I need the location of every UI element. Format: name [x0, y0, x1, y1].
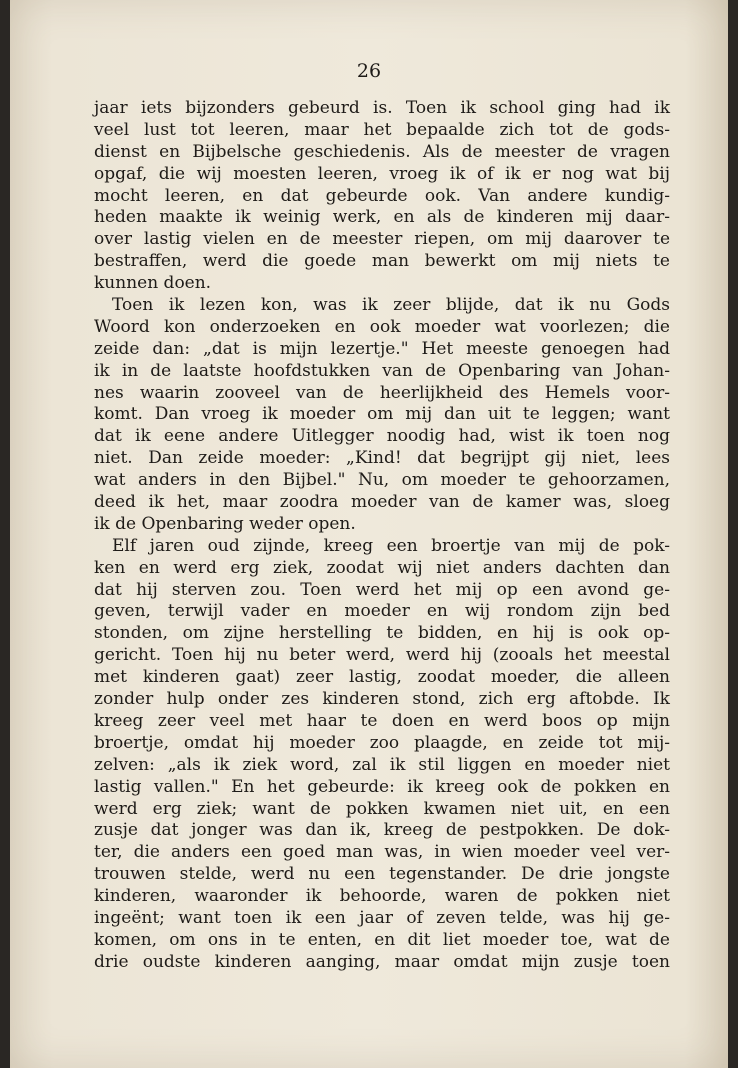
text-line: niet. Dan zeide moeder: „Kind! dat begrijpt gij niet, lees: [94, 448, 670, 469]
text-line: kreeg zeer veel met haar te doen en werd boos op mijn: [94, 710, 670, 731]
text-line: jaar iets bijzonders gebeurd is. Toen ik school ging had ik: [94, 98, 670, 118]
text-line: kunnen doen.: [94, 273, 212, 294]
text-line: komt. Dan vroeg ik moeder om mij dan uit te leggen; want: [94, 404, 670, 425]
page-number: 26: [356, 60, 382, 82]
text-line: dat ik eene andere Uitlegger noodig had, wist ik toen nog: [94, 426, 670, 447]
text-line: Woord kon onderzoeken en ook moeder wat voorlezen; die: [94, 316, 670, 337]
text-line: ik in de laatste hoofdstukken van de Openbaring van Johan-: [94, 360, 670, 381]
text-line: over lastig vielen en de meester riepen, om mij daarover te: [94, 229, 670, 250]
text-line: ken en werd erg ziek, zoodat wij niet anders dachten dan: [94, 557, 670, 578]
body-text: [94, 98, 670, 974]
text-line: veel lust tot leeren, maar het bepaalde zich tot de gods-: [94, 119, 670, 140]
text-line: Toen ik lezen kon, was ik zeer blijde, dat ik nu Gods: [112, 295, 670, 316]
text-line: ingeënt; want toen ik een jaar of zeven telde, was hij ge-: [94, 907, 670, 928]
text-line: mocht leeren, en dat gebeurde ook. Van andere kundig-: [94, 185, 670, 206]
text-line: gericht. Toen hij nu beter werd, werd hij (zooals het meestal: [94, 645, 670, 666]
text-line: broertje, omdat hij moeder zoo plaagde, en zeide tot mij-: [94, 732, 670, 753]
text-line: ter, die anders een goed man was, in wien moeder veel ver-: [94, 842, 670, 863]
text-line: geven, terwijl vader en moeder en wij rondom zijn bed: [94, 601, 670, 622]
text-line: dat hij sterven zou. Toen werd het mij op een avond ge-: [94, 579, 670, 600]
text-line: zonder hulp onder zes kinderen stond, zich erg aftobde. Ik: [94, 689, 670, 710]
text-line: drie oudste kinderen aanging, maar omdat mijn zusje toen: [94, 951, 670, 972]
text-line: zeide dan: „dat is mijn lezertje." Het meeste genoegen had: [94, 338, 670, 359]
text-line: bestraffen, werd die goede man bewerkt om mij niets te: [94, 251, 670, 272]
text-line: werd erg ziek; want de pokken kwamen niet uit, en een: [94, 798, 670, 819]
text-line: Elf jaren oud zijnde, kreeg een broertje van mij de pok-: [112, 535, 670, 556]
text-line: kinderen, waaronder ik behoorde, waren de pokken niet: [94, 886, 670, 907]
text-line: met kinderen gaat) zeer lastig, zoodat moeder, die alleen: [94, 667, 670, 688]
text-line: trouwen stelde, werd nu een tegenstander. De drie jongste: [94, 864, 670, 885]
text-line: nes waarin zooveel van de heerlijkheid des Hemels voor-: [94, 382, 670, 403]
text-line: ik de Openbaring weder open.: [94, 513, 356, 534]
text-line: lastig vallen." En het gebeurde: ik kreeg ook de pokken en: [94, 776, 670, 797]
text-line: zusje dat jonger was dan ik, kreeg de pestpokken. De dok-: [94, 820, 670, 841]
text-line: zelven: „als ik ziek word, zal ik stil liggen en moeder niet: [94, 754, 670, 775]
text-line: heden maakte ik weinig werk, en als de kinderen mij daar-: [94, 207, 670, 228]
text-line: wat anders in den Bijbel." Nu, om moeder te gehoorzamen,: [94, 470, 670, 491]
text-line: opgaf, die wij moesten leeren, vroeg ik of ik er nog wat bij: [94, 163, 670, 184]
book-page: [10, 0, 728, 1068]
text-line: dienst en Bijbelsche geschiedenis. Als de meester de vragen: [94, 141, 670, 162]
text-line: stonden, om zijne herstelling te bidden, en hij is ook op-: [94, 623, 670, 644]
text-line: komen, om ons in te enten, en dit liet moeder toe, wat de: [94, 929, 670, 950]
text-line: deed ik het, maar zoodra moeder van de kamer was, sloeg: [94, 492, 670, 513]
